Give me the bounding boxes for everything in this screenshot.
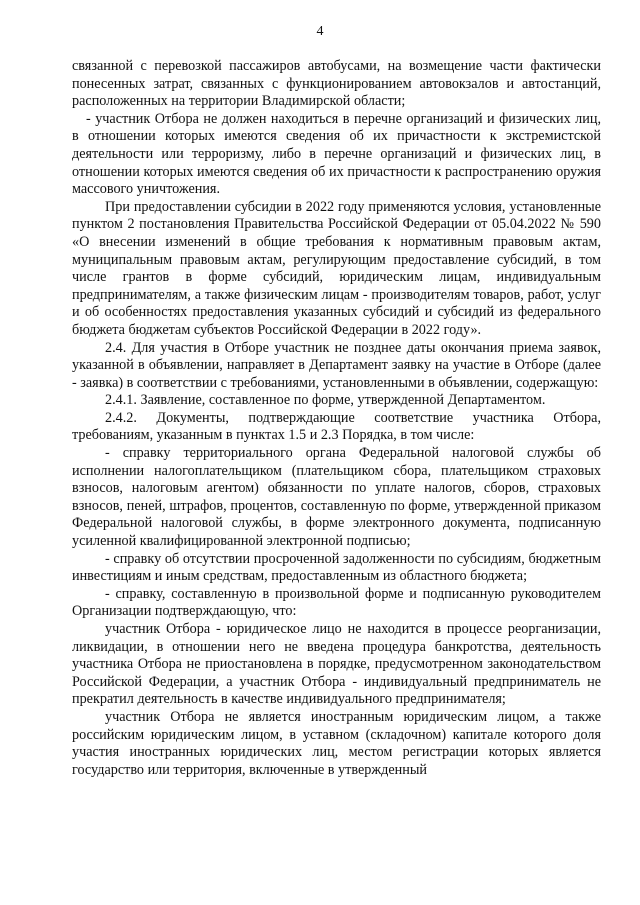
paragraph: связанной с перевозкой пассажиров автобусами, на возмещение части фактически понесенных затрат, связанных с функционированием автовокзалов и автостанций, расположенных на территории Владимирской области; [72, 58, 601, 110]
paragraph: 2.4.1. Заявление, составленное по форме, утвержденной Департаментом. [105, 392, 546, 409]
paragraph: 2.4. Для участия в Отборе участник не позднее даты окончания приема заявок, указанной в объявлении, направляет в Департамент заявку на участие в Отборе (далее - заявка) в соответствии с требованиями, установленными в объявлении, содержащую: [72, 339, 601, 391]
page-number: 4 [316, 24, 324, 39]
paragraph: - справку об отсутствии просроченной задолженности по субсидиям, бюджетным инвестициям и иным средствам, предоставленным из областного бюджета; [72, 550, 601, 585]
paragraph: участник Отбора не является иностранным юридическим лицом, а также российским юридическим лицом, в уставном (складочном) капитале которого доля участия иностранных юридических лиц, местом регистрации которых является государство или территория, включенные в утвержденный [72, 708, 601, 778]
paragraph: 2.4.2. Документы, подтверждающие соответствие участника Отбора, требованиям, указанным в пунктах 1.5 и 2.3 Порядка, в том числе: [72, 409, 601, 444]
paragraph: - справку, составленную в произвольной форме и подписанную руководителем Организации подтверждающую, что: [72, 585, 601, 620]
paragraph: участник Отбора - юридическое лицо не находится в процессе реорганизации, ликвидации, в отношении него не введена процедура банкротства, деятельность участника Отбора не приостановлена в порядке, предусмотренном законодательством Российской Федерации, а участник Отбора - индивидуальный предприниматель не прекратил деятельность в качестве индивидуального предпринимателя; [72, 621, 601, 708]
document-body [72, 58, 601, 779]
paragraph: - участник Отбора не должен находиться в перечне организаций и физических лиц, в отношении которых имеются сведения об их причастности к экстремистской деятельности или терроризму, либо в перечне организаций и физических лиц, в отношении которых имеются сведения об их причастности к распространению оружия массового уничтожения. [72, 110, 601, 198]
paragraph: При предоставлении субсидии в 2022 году применяются условия, установленные пунктом 2 постановления Правительства Российской Федерации от 05.04.2022 № 590 «О внесении изменений в общие требования к нормативным правовым актам, муниципальным правовым актам, регулирующим предоставление субсидий, в том числе грантов в форме субсидий, юридическим лицам, индивидуальным предпринимателям, а также физическим лицам - производителям товаров, работ, услуг и об особенностях предоставления указанных субсидий и субсидий из федерального бюджета бюджетам субъектов Российской Федерации в 2022 году». [72, 198, 601, 338]
paragraph: - справку территориального органа Федеральной налоговой службы об исполнении налогоплательщиком (плательщиком сбора, плательщиком страховых взносов, налоговым агентом) обязанности по уплате налогов, сборов, страховых взносов, пеней, штрафов, процентов, составленную по форме, утвержденной приказом Федеральной налоговой службы, в форме электронного документа, подписанную усиленной квалифицированной электронной подписью; [72, 445, 601, 550]
